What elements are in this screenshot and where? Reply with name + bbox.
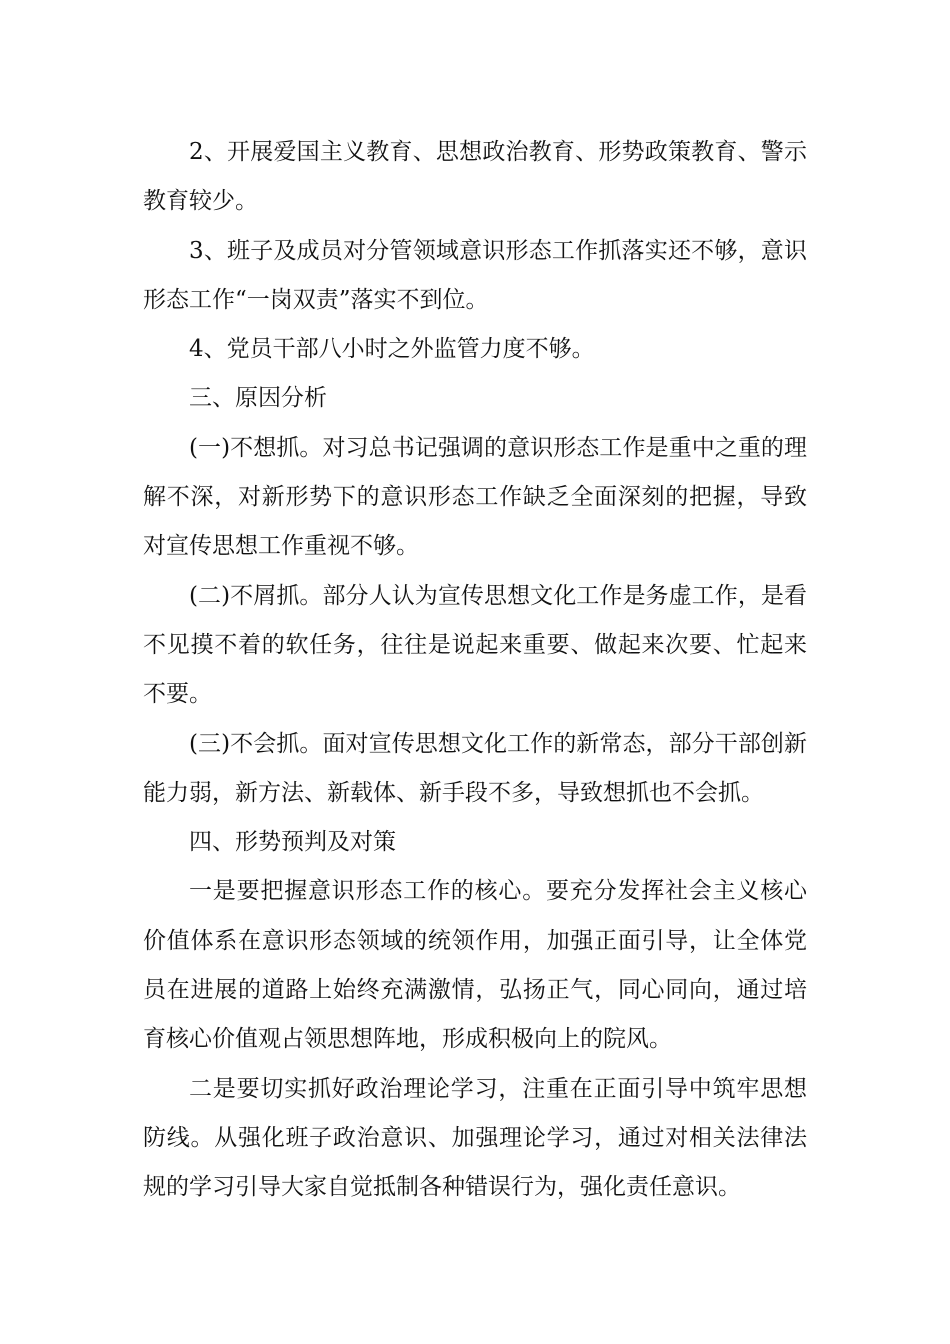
paragraph-cause-1: (一)不想抓。对习总书记强调的意识形态工作是重中之重的理解不深，对新形势下的意识形态工作缺乏全面深刻的把握，导致对宣传思想工作重视不够。 (143, 434, 807, 560)
paragraph-cause-3: (三)不会抓。面对宣传思想文化工作的新常态，部分干部创新能力弱，新方法、新载体、新手段不多，导致想抓也不会抓。 (143, 730, 807, 806)
paragraph-countermeasure-1: 一是要把握意识形态工作的核心。要充分发挥社会主义核心价值体系在意识形态领域的统领作用，加强正面引导，让全体党员在进展的道路上始终充满激情，弘扬正气，同心同向，通过培育核心价值观占领思想阵地，形成积极向上的院风。 (143, 878, 807, 1053)
section-heading-cause-analysis: 三、原因分析 (189, 385, 327, 412)
document-body (143, 128, 807, 1213)
section-heading-forecast-countermeasures: 四、形势预判及对策 (189, 829, 396, 856)
paragraph-item-2: 2、开展爱国主义教育、思想政治教育、形势政策教育、警示教育较少。 (143, 139, 807, 215)
paragraph-cause-2: (二)不屑抓。部分人认为宣传思想文化工作是务虚工作，是看不见摸不着的软任务，往往是说起来重要、做起来次要、忙起来不要。 (143, 582, 807, 708)
paragraph-countermeasure-2: 二是要切实抓好政治理论学习，注重在正面引导中筑牢思想防线。从强化班子政治意识、加强理论学习，通过对相关法律法规的学习引导大家自觉抵制各种错误行为，强化责任意识。 (143, 1075, 807, 1201)
paragraph-item-3: 3、班子及成员对分管领域意识形态工作抓落实还不够，意识形态工作“一岗双责”落实不到位。 (143, 237, 807, 313)
paragraph-item-4: 4、党员干部八小时之外监管力度不够。 (189, 336, 595, 363)
